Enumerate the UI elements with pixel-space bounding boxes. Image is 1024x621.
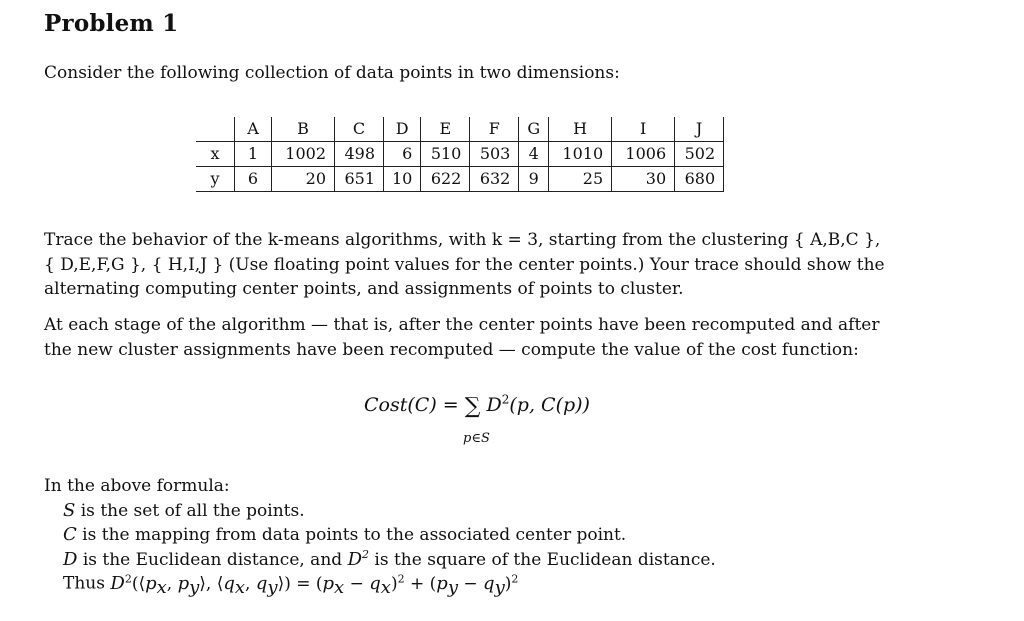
table-cell: 10: [384, 167, 421, 192]
header-cell: B: [272, 117, 335, 142]
header-cell: H: [549, 117, 612, 142]
table-row-y: [196, 167, 724, 192]
table-cell: 651: [335, 167, 384, 192]
var-s: S: [63, 500, 76, 521]
table-cell: 30: [612, 167, 675, 192]
header-cell: [196, 117, 235, 142]
table-header-row: [196, 117, 724, 142]
paragraph-line: the new cluster assignments have been recomputed — compute the value of the cost function:: [44, 339, 859, 360]
explanation-heading: In the above formula:: [44, 476, 230, 496]
table-cell: 1010: [549, 142, 612, 167]
row-label-y: y: [196, 167, 235, 192]
formula-args: (p, C(p)): [509, 394, 590, 416]
table-cell: 4: [519, 142, 549, 167]
header-cell: G: [519, 117, 549, 142]
table-cell: 1002: [272, 142, 335, 167]
table-cell: 510: [421, 142, 470, 167]
summation-subscript: p∈S: [463, 431, 490, 446]
formula-exponent: 2: [501, 392, 510, 407]
summation-symbol: ∑: [464, 394, 481, 419]
row-label-x: x: [196, 142, 235, 167]
problem-title: Problem 1: [44, 10, 179, 37]
table-cell: 503: [470, 142, 519, 167]
var-c: C: [63, 524, 77, 545]
header-cell: C: [335, 117, 384, 142]
table-cell: 6: [384, 142, 421, 167]
cost-paragraph: [44, 313, 944, 362]
header-cell: J: [675, 117, 724, 142]
header-cell: A: [235, 117, 272, 142]
header-cell: D: [384, 117, 421, 142]
header-cell: I: [612, 117, 675, 142]
paragraph-line: Trace the behavior of the k-means algorithms, with k = 3, starting from the clustering { A,B,C },: [44, 230, 881, 250]
var-d: D: [63, 549, 78, 570]
table-cell: 6: [235, 167, 272, 192]
table-cell: 680: [675, 167, 724, 192]
explanation-text: is the square of the Euclidean distance.: [369, 550, 716, 570]
explanation-text: is the set of all the points.: [75, 501, 305, 521]
table-cell: 20: [272, 167, 335, 192]
thus-label: Thus: [63, 573, 111, 594]
instructions-paragraph: [44, 228, 944, 302]
explanation-c: [63, 524, 626, 545]
explanation-s: [63, 500, 305, 521]
formula-lhs: Cost(C) =: [364, 394, 465, 416]
cost-formula: [364, 392, 590, 417]
table-row-x: [196, 142, 724, 167]
explanation-text: is the mapping from data points to the associated center point.: [76, 525, 627, 545]
table-cell: 622: [421, 167, 470, 192]
distance-formula: $D^2(⟨p_x$, $p_y⟩$, $⟨q_x$, $q_y⟩) = (p_x - q_x)^2 + (p_y - q_y)^2$: [110, 572, 519, 599]
table-cell: 1006: [612, 142, 675, 167]
header-cell: F: [470, 117, 519, 142]
var-d-squared: $D^2$: [347, 548, 369, 570]
data-points-table: [196, 117, 724, 192]
table-cell: 502: [675, 142, 724, 167]
header-cell: E: [421, 117, 470, 142]
explanation-thus: [63, 572, 518, 598]
paragraph-line: alternating computing center points, and assignments of points to cluster.: [44, 279, 684, 299]
table-cell: 498: [335, 142, 384, 167]
table-cell: 1: [235, 142, 272, 167]
table-cell: 632: [470, 167, 519, 192]
paragraph-line: { D,E,F,G }, { H,I,J } (Use floating point values for the center points.) Your trace should show the: [44, 254, 885, 275]
intro-text: Consider the following collection of data points in two dimensions:: [44, 63, 620, 83]
table-cell: 9: [519, 167, 549, 192]
explanation-d: [63, 548, 716, 570]
explanation-text: is the Euclidean distance, and: [77, 550, 348, 570]
paragraph-line: At each stage of the algorithm — that is, after the center points have been recomputed and after: [44, 315, 880, 335]
table-cell: 25: [549, 167, 612, 192]
formula-d: D: [486, 394, 502, 416]
